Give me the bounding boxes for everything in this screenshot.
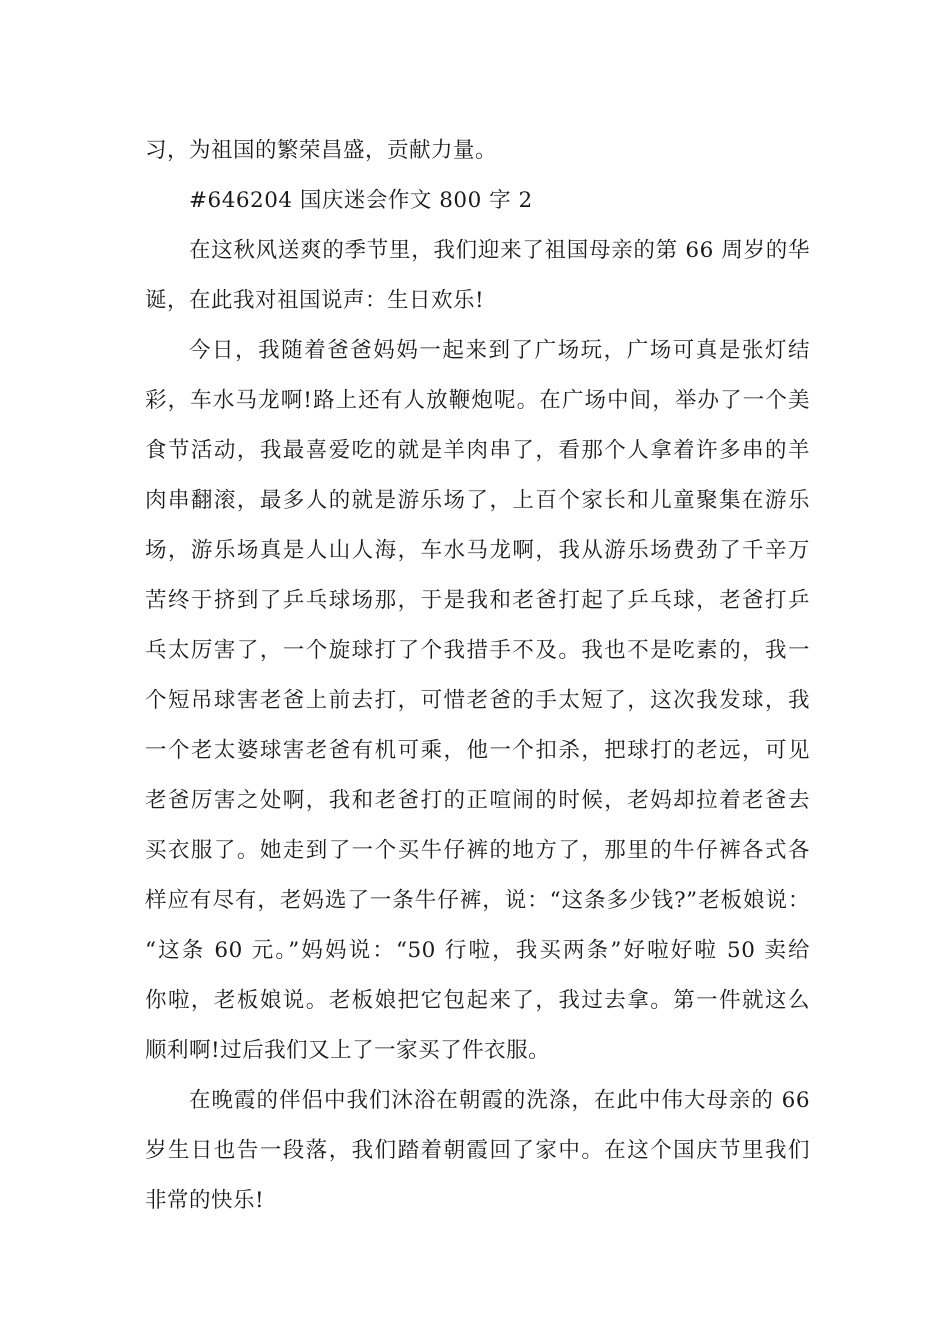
paragraph-line: 在晚霞的伴侣中我们沐浴在朝霞的洗涤，在此中伟大母亲的 66 — [189, 1088, 810, 1113]
paragraph-line: 岁生日也告一段落，我们踏着朝霞回了家中。在这个国庆节里我们 — [145, 1138, 810, 1163]
paragraph-line: 乓太厉害了，一个旋球打了个我措手不及。我也不是吃素的，我一 — [145, 638, 810, 663]
paragraph-line: 场，游乐场真是人山人海，车水马龙啊，我从游乐场费劲了千辛万 — [145, 538, 810, 563]
paragraph-line: 彩，车水马龙啊!路上还有人放鞭炮呢。在广场中间，举办了一个美 — [145, 388, 810, 413]
essay-body — [145, 126, 810, 1226]
paragraph-line: 苦终于挤到了乒乓球场那，于是我和老爸打起了乒乓球，老爸打乒 — [145, 588, 810, 613]
paragraph-line: 肉串翻滚，最多人的就是游乐场了，上百个家长和儿童聚集在游乐 — [145, 488, 810, 513]
paragraph-line: 在这秋风送爽的季节里，我们迎来了祖国母亲的第 66 周岁的华 — [189, 238, 810, 263]
paragraph-line: 习，为祖国的繁荣昌盛，贡献力量。 — [145, 138, 498, 163]
paragraph-line: 非常的快乐! — [145, 1188, 265, 1213]
paragraph-line: 买衣服了。她走到了一个买牛仔裤的地方了，那里的牛仔裤各式各 — [145, 838, 810, 863]
paragraph-line: 今日，我随着爸爸妈妈一起来到了广场玩，广场可真是张灯结 — [189, 338, 810, 363]
essay-heading: #646204 国庆迷会作文 800 字 2 — [189, 188, 533, 213]
paragraph-line: 样应有尽有，老妈选了一条牛仔裤，说：“这条多少钱?”老板娘说： — [145, 888, 810, 913]
paragraph-line: 你啦，老板娘说。老板娘把它包起来了，我过去拿。第一件就这么 — [145, 988, 810, 1013]
paragraph-line: 顺利啊!过后我们又上了一家买了件衣服。 — [145, 1038, 551, 1063]
paragraph-line: “这条 60 元。”妈妈说：“50 行啦，我买两条”好啦好啦 50 卖给 — [145, 938, 810, 963]
paragraph-line: 诞，在此我对祖国说声：生日欢乐! — [145, 288, 485, 313]
paragraph-line: 食节活动，我最喜爱吃的就是羊肉串了，看那个人拿着许多串的羊 — [145, 438, 810, 463]
paragraph-line: 老爸厉害之处啊，我和老爸打的正喧闹的时候，老妈却拉着老爸去 — [145, 788, 810, 813]
paragraph-line: 一个老太婆球害老爸有机可乘，他一个扣杀，把球打的老远，可见 — [145, 738, 810, 763]
paragraph-line: 个短吊球害老爸上前去打，可惜老爸的手太短了，这次我发球，我 — [145, 688, 810, 713]
